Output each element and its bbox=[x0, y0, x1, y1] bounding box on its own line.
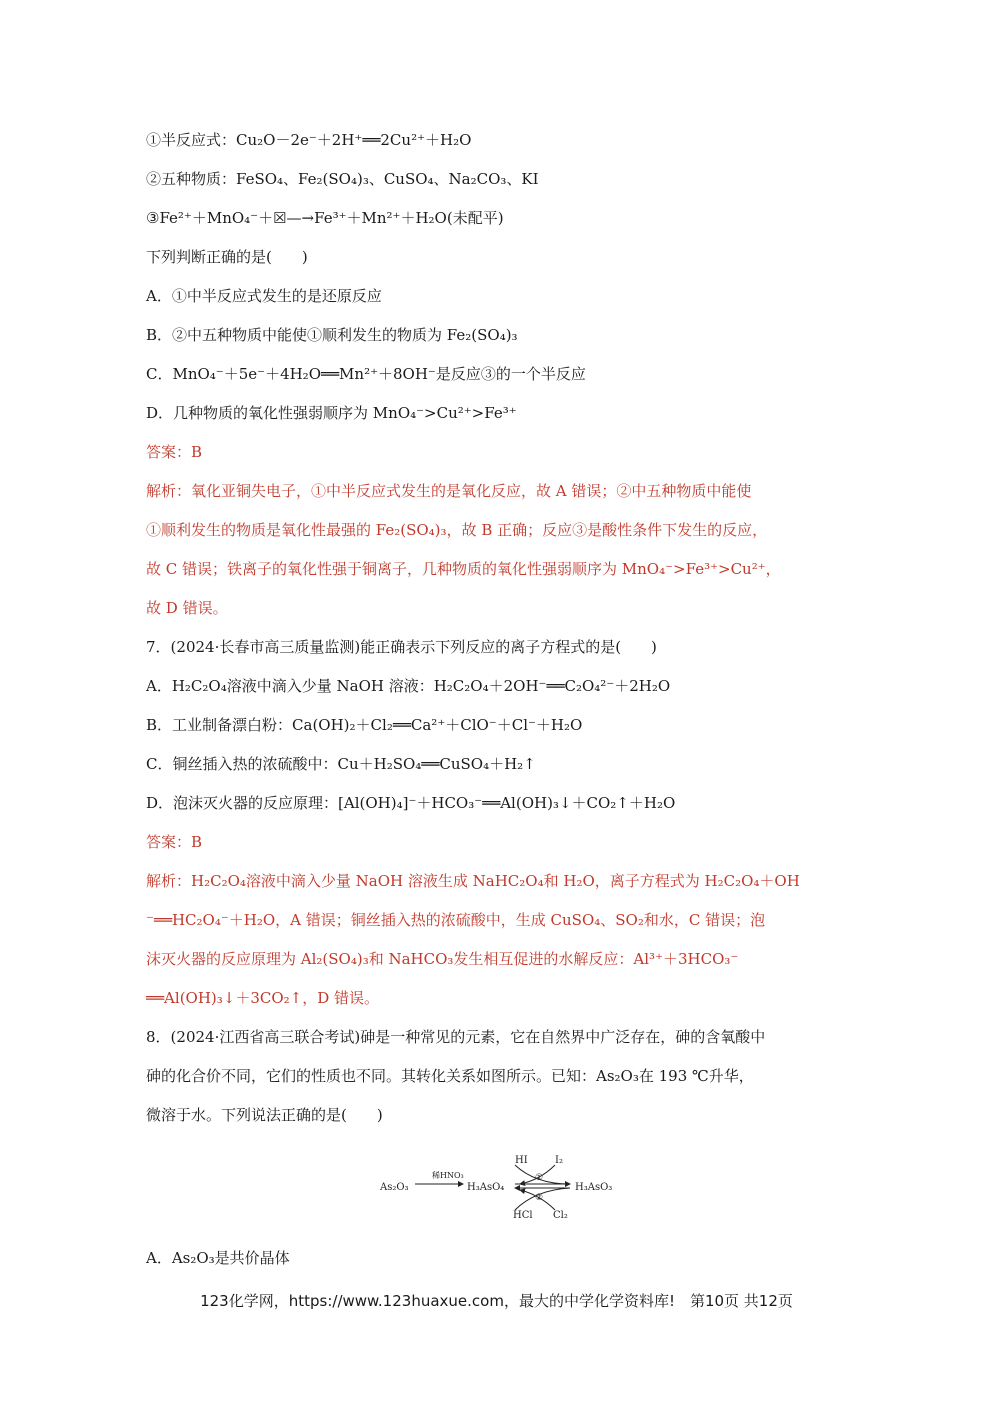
explanation-line: ⁻══HC₂O₄⁻＋H₂O，A 错误；铜丝插入热的浓硫酸中，生成 CuSO₄、SO₂和水，C 错误；泡 bbox=[146, 911, 766, 929]
option-c: C．铜丝插入热的浓硫酸中：Cu＋H₂SO₄══CuSO₄＋H₂↑ bbox=[146, 755, 536, 773]
question-8-stem: 砷的化合价不同，它们的性质也不同。其转化关系如图所示。已知：As₂O₃在 193 ℃升华， bbox=[146, 1067, 754, 1085]
five-substances-line: ②五种物质：FeSO₄、Fe₂(SO₄)₃、CuSO₄、Na₂CO₃、KI bbox=[146, 170, 539, 188]
hi-label: HI bbox=[515, 1155, 528, 1166]
option-a: A．As₂O₃是共价晶体 bbox=[146, 1249, 290, 1267]
page-footer: 123化学网，https://www.123huaxue.com，最大的中学化学资料库! 第10页 共12页 bbox=[200, 1292, 793, 1310]
h3aso3-label: H₃AsO₃ bbox=[575, 1182, 613, 1193]
explanation-line: ①顺利发生的物质是氧化性最强的 Fe₂(SO₄)₃，故 B 正确；反应③是酸性条件下发生的反应， bbox=[146, 521, 768, 539]
option-d: D．泡沫灭火器的反应原理：[Al(OH)₄]⁻＋HCO₃⁻══Al(OH)₃↓＋CO₂↑＋H₂O bbox=[146, 794, 676, 812]
option-b: B．②中五种物质中能使①顺利发生的物质为 Fe₂(SO₄)₃ bbox=[146, 326, 518, 344]
answer-label: 答案：B bbox=[146, 443, 203, 461]
i2-label: I₂ bbox=[555, 1155, 563, 1166]
explanation-line: 故 C 错误；铁离子的氧化性强于铜离子，几种物质的氧化性强弱顺序为 MnO₄⁻>Fe³⁺>Cu²⁺， bbox=[146, 560, 781, 578]
h3aso4-label: H₃AsO₄ bbox=[467, 1182, 505, 1193]
step-2-label: ② bbox=[535, 1193, 544, 1203]
half-reaction-line: ①半反应式：Cu₂O－2e⁻＋2H⁺══2Cu²⁺＋H₂O bbox=[146, 131, 472, 149]
arsenic-conversion-diagram bbox=[375, 1150, 625, 1225]
option-a: A．H₂C₂O₄溶液中滴入少量 NaOH 溶液：H₂C₂O₄＋2OH⁻══C₂O₄²⁻＋2H₂O bbox=[146, 677, 671, 695]
question-8-stem: 微溶于水。下列说法正确的是( ) bbox=[146, 1106, 383, 1124]
cl2-label: Cl₂ bbox=[553, 1210, 568, 1221]
explanation-line: 解析：氧化亚铜失电子，①中半反应式发生的是氧化反应，故 A 错误；②中五种物质中能使 bbox=[146, 482, 752, 500]
option-c: C．MnO₄⁻＋5e⁻＋4H₂O══Mn²⁺＋8OH⁻是反应③的一个半反应 bbox=[146, 365, 586, 383]
reaction-3-line: ③Fe²⁺＋MnO₄⁻＋☒—→Fe³⁺＋Mn²⁺＋H₂O(未配平) bbox=[146, 209, 504, 227]
step-1-label: ① bbox=[535, 1173, 544, 1183]
question-7-stem: 7．(2024·长春市高三质量监测)能正确表示下列反应的离子方程式的是( ) bbox=[146, 638, 657, 656]
as2o3-label: As₂O₃ bbox=[380, 1182, 409, 1193]
hno3-label: 稀HNO₃ bbox=[432, 1171, 464, 1180]
explanation-line: 解析：H₂C₂O₄溶液中滴入少量 NaOH 溶液生成 NaHC₂O₄和 H₂O，离子方程式为 H₂C₂O₄＋OH bbox=[146, 872, 800, 890]
explanation-line: 沫灭火器的反应原理为 Al₂(SO₄)₃和 NaHCO₃发生相互促进的水解反应：Al³⁺＋3HCO₃⁻ bbox=[146, 950, 739, 968]
answer-label: 答案：B bbox=[146, 833, 203, 851]
option-a: A．①中半反应式发生的是还原反应 bbox=[146, 287, 382, 305]
hcl-label: HCl bbox=[513, 1210, 533, 1221]
explanation-line: ══Al(OH)₃↓＋3CO₂↑，D 错误。 bbox=[146, 989, 380, 1007]
question-stem: 下列判断正确的是( ) bbox=[146, 248, 308, 266]
question-8-stem: 8．(2024·江西省高三联合考试)砷是一种常见的元素，它在自然界中广泛存在，砷的含氧酸中 bbox=[146, 1028, 766, 1046]
explanation-line: 故 D 错误。 bbox=[146, 599, 228, 617]
option-b: B．工业制备漂白粉：Ca(OH)₂＋Cl₂══Ca²⁺＋ClO⁻＋Cl⁻＋H₂O bbox=[146, 716, 583, 734]
option-d: D．几种物质的氧化性强弱顺序为 MnO₄⁻>Cu²⁺>Fe³⁺ bbox=[146, 404, 517, 422]
